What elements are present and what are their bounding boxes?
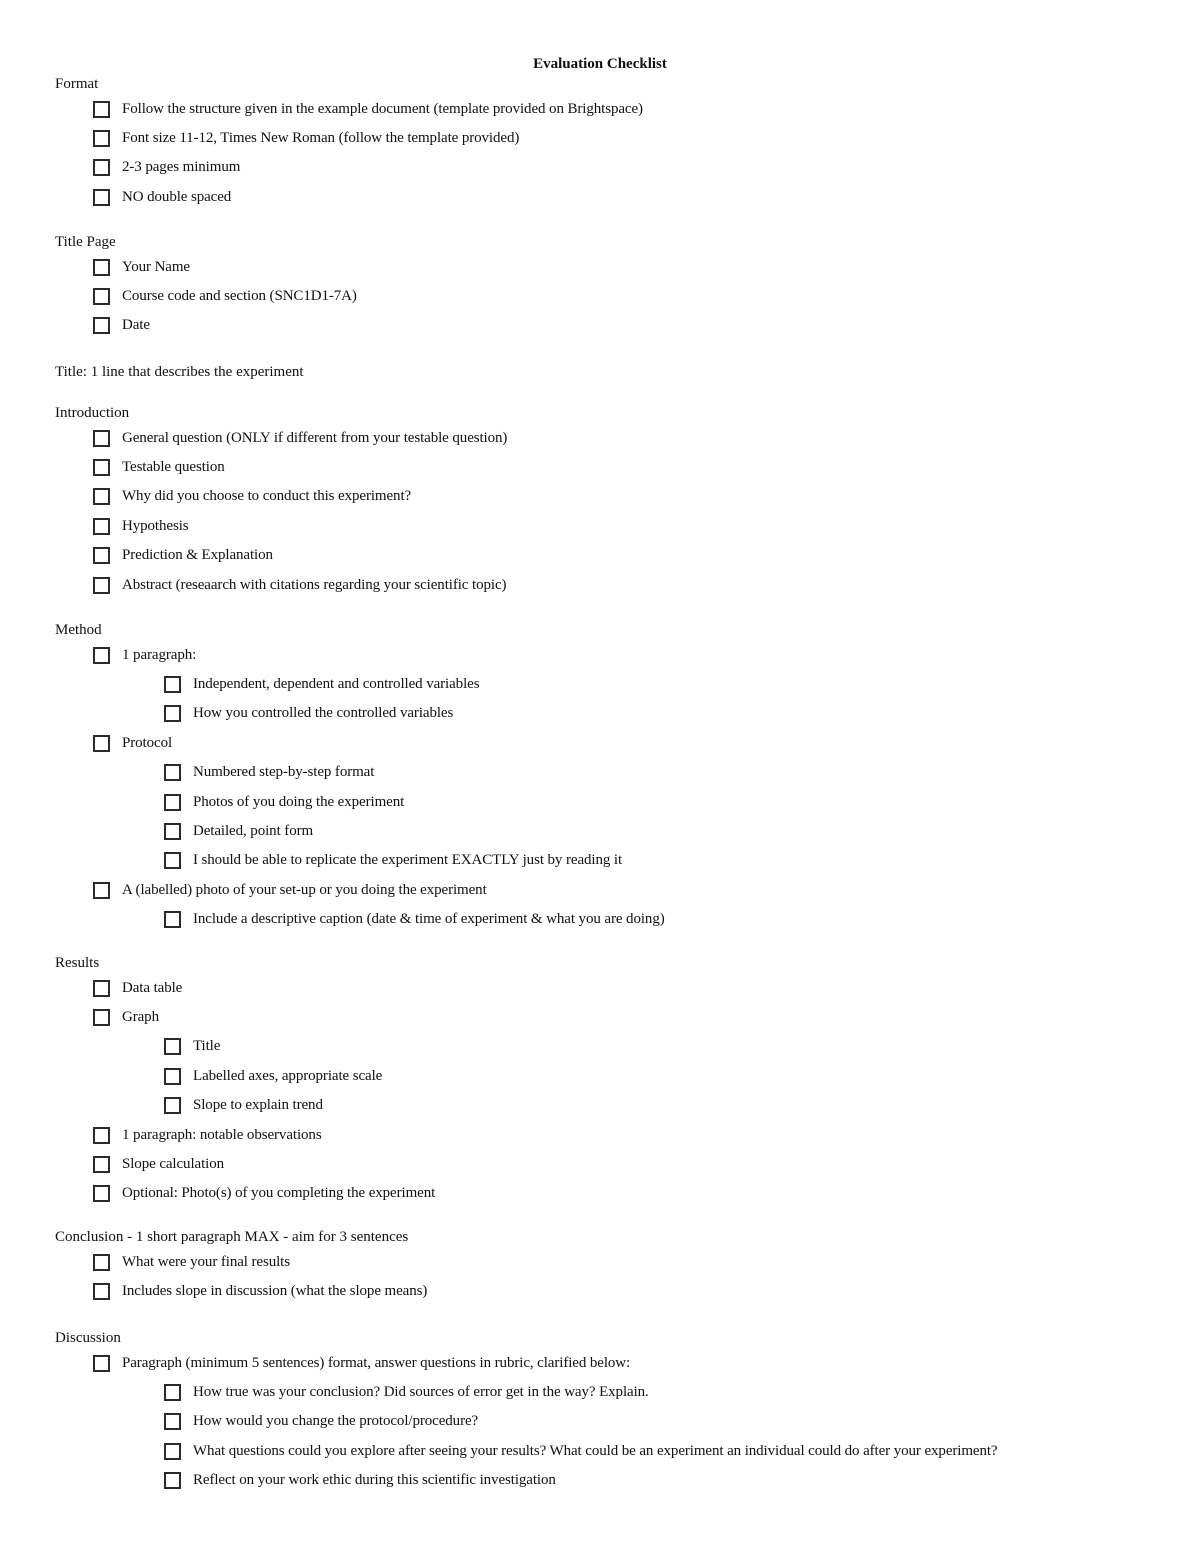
checklist-item-label: Detailed, point form bbox=[193, 822, 314, 839]
checklist-item bbox=[93, 256, 190, 278]
checklist-item bbox=[93, 545, 273, 567]
checklist-subitem bbox=[164, 1470, 556, 1492]
checklist-subitem bbox=[164, 820, 313, 842]
checklist-item-label: Optional: Photo(s) of you completing the experiment bbox=[122, 1185, 436, 1202]
checklist-item-label: Font size 11-12, Times New Roman (follow the template provided) bbox=[122, 129, 520, 146]
section-heading: Method bbox=[55, 622, 102, 638]
checkbox[interactable] bbox=[164, 1472, 181, 1489]
checkbox[interactable] bbox=[93, 288, 110, 305]
checklist-item bbox=[93, 98, 643, 120]
checkbox[interactable] bbox=[93, 1009, 110, 1026]
checklist-item-label: Prediction & Explanation bbox=[122, 547, 273, 564]
checkbox[interactable] bbox=[93, 1283, 110, 1300]
checklist-item-label: Slope to explain trend bbox=[193, 1097, 323, 1114]
checklist-item-label: I should be able to replicate the experiment EXACTLY just by reading it bbox=[193, 852, 623, 869]
checkbox[interactable] bbox=[164, 1443, 181, 1460]
section-heading: Discussion bbox=[55, 1330, 121, 1346]
checkbox[interactable] bbox=[93, 317, 110, 334]
checkbox[interactable] bbox=[93, 647, 110, 664]
checklist-item bbox=[93, 732, 172, 754]
checklist-item bbox=[93, 157, 240, 179]
checklist-subitem bbox=[164, 1036, 220, 1058]
checkbox[interactable] bbox=[93, 259, 110, 276]
checklist-subitem bbox=[164, 1381, 649, 1403]
checklist-item-label: How you controlled the controlled variables bbox=[193, 705, 454, 722]
checkbox[interactable] bbox=[164, 852, 181, 869]
checklist-item-label: Numbered step-by-step format bbox=[193, 764, 375, 781]
checkbox[interactable] bbox=[93, 459, 110, 476]
checkbox[interactable] bbox=[93, 488, 110, 505]
checklist-item-label: General question (ONLY if different from your testable question) bbox=[122, 429, 508, 446]
checklist-item-label: Labelled axes, appropriate scale bbox=[193, 1067, 383, 1084]
checklist-item-label: 1 paragraph: bbox=[122, 646, 197, 663]
checklist-item-label: Photos of you doing the experiment bbox=[193, 793, 405, 810]
checklist-item-label: How true was your conclusion? Did sources of error get in the way? Explain. bbox=[193, 1383, 649, 1400]
checkbox[interactable] bbox=[93, 735, 110, 752]
checklist-item bbox=[93, 574, 506, 596]
checklist-item-label: Testable question bbox=[122, 458, 225, 475]
checklist-subitem bbox=[164, 1411, 478, 1433]
checklist-item-label: 1 paragraph: notable observations bbox=[122, 1126, 322, 1143]
section-heading: Results bbox=[55, 955, 100, 971]
checklist-item bbox=[93, 285, 357, 307]
checkbox[interactable] bbox=[93, 1156, 110, 1173]
checklist-subitem bbox=[164, 703, 453, 725]
checklist-item-label: Protocol bbox=[122, 734, 173, 751]
checkbox[interactable] bbox=[93, 1185, 110, 1202]
checklist-item bbox=[93, 456, 225, 478]
checkbox[interactable] bbox=[164, 823, 181, 840]
checklist-subitem bbox=[164, 1440, 998, 1462]
checklist-item bbox=[93, 977, 182, 999]
checklist-subitem bbox=[164, 673, 479, 695]
checkbox[interactable] bbox=[164, 764, 181, 781]
checklist-item-label: NO double spaced bbox=[122, 188, 232, 205]
checklist-item bbox=[93, 1153, 224, 1175]
checkbox[interactable] bbox=[93, 189, 110, 206]
checklist-item bbox=[93, 427, 507, 449]
checklist-item-label: Reflect on your work ethic during this scientific investigation bbox=[193, 1472, 556, 1489]
checkbox[interactable] bbox=[93, 518, 110, 535]
checklist-item-label: Abstract (reseaarch with citations regarding your scientific topic) bbox=[122, 576, 507, 593]
checkbox[interactable] bbox=[93, 1127, 110, 1144]
checkbox[interactable] bbox=[93, 882, 110, 899]
section-heading: Format bbox=[55, 76, 99, 92]
checklist-item bbox=[93, 515, 189, 537]
checklist-item-label: Title bbox=[193, 1038, 221, 1055]
checklist-item bbox=[93, 1124, 322, 1146]
checklist-item bbox=[93, 186, 231, 208]
checklist-item bbox=[93, 879, 487, 901]
checklist-item-label: Data table bbox=[122, 979, 183, 996]
checklist-item bbox=[93, 644, 196, 666]
checklist-item-label: What were your final results bbox=[122, 1253, 290, 1270]
checklist-item-label: Course code and section (SNC1D1-7A) bbox=[122, 287, 357, 304]
checklist-item-label: What questions could you explore after seeing your results? What could be an experiment an individual could do after your experiment? bbox=[193, 1442, 998, 1459]
checklist-item-label: Why did you choose to conduct this experiment? bbox=[122, 488, 412, 505]
checklist-subitem bbox=[164, 762, 374, 784]
checklist-item-label: Includes slope in discussion (what the slope means) bbox=[122, 1282, 428, 1299]
checkbox[interactable] bbox=[93, 101, 110, 118]
checkbox[interactable] bbox=[164, 676, 181, 693]
section-heading: Introduction bbox=[55, 405, 130, 421]
section-heading: Title: 1 line that describes the experiment bbox=[55, 364, 304, 380]
checklist-item-label: Your Name bbox=[122, 258, 190, 275]
checkbox[interactable] bbox=[164, 1384, 181, 1401]
checklist-item bbox=[93, 1352, 630, 1374]
checklist-item bbox=[93, 127, 519, 149]
checkbox[interactable] bbox=[93, 547, 110, 564]
checklist-item bbox=[93, 1183, 435, 1205]
checklist-subitem bbox=[164, 909, 665, 931]
checkbox[interactable] bbox=[93, 980, 110, 997]
checkbox[interactable] bbox=[93, 159, 110, 176]
checkbox[interactable] bbox=[93, 1355, 110, 1372]
checklist-item-label: Graph bbox=[122, 1008, 159, 1025]
document-title: Evaluation Checklist bbox=[533, 56, 667, 72]
checkbox[interactable] bbox=[164, 705, 181, 722]
checklist-item-label: A (labelled) photo of your set-up or you doing the experiment bbox=[122, 881, 487, 898]
checklist-item-label: How would you change the protocol/procedure? bbox=[193, 1413, 479, 1430]
checkbox[interactable] bbox=[164, 1413, 181, 1430]
checklist-item-label: 2-3 pages minimum bbox=[122, 159, 241, 176]
checklist-item bbox=[93, 1006, 159, 1028]
checklist-subitem bbox=[164, 850, 622, 872]
checkbox[interactable] bbox=[164, 911, 181, 928]
checklist-subitem bbox=[164, 1095, 323, 1117]
checkbox[interactable] bbox=[93, 1254, 110, 1271]
checkbox[interactable] bbox=[93, 577, 110, 594]
checkbox[interactable] bbox=[164, 794, 181, 811]
checkbox[interactable] bbox=[164, 1068, 181, 1085]
checkbox[interactable] bbox=[93, 130, 110, 147]
checklist-item-label: Independent, dependent and controlled variables bbox=[193, 675, 480, 692]
checklist-item bbox=[93, 1251, 290, 1273]
section-heading: Conclusion - 1 short paragraph MAX - aim for 3 sentences bbox=[55, 1229, 409, 1245]
section-heading: Title Page bbox=[55, 234, 116, 250]
checkbox[interactable] bbox=[164, 1038, 181, 1055]
checklist-item-label: Follow the structure given in the example document (template provided on Brightspace) bbox=[122, 100, 643, 117]
checklist-item-label: Date bbox=[122, 317, 150, 334]
checklist-subitem bbox=[164, 1065, 382, 1087]
checklist-item bbox=[93, 1280, 427, 1302]
checklist-item-label: Hypothesis bbox=[122, 517, 189, 534]
checklist-item-label: Include a descriptive caption (date & time of experiment & what you are doing) bbox=[193, 911, 665, 928]
checklist-subitem bbox=[164, 791, 404, 813]
checklist-item bbox=[93, 315, 150, 337]
checklist-item-label: Paragraph (minimum 5 sentences) format, answer questions in rubric, clarified below: bbox=[122, 1354, 631, 1371]
checklist-item bbox=[93, 486, 411, 508]
checkbox[interactable] bbox=[164, 1097, 181, 1114]
checklist-item-label: Slope calculation bbox=[122, 1155, 225, 1172]
checkbox[interactable] bbox=[93, 430, 110, 447]
